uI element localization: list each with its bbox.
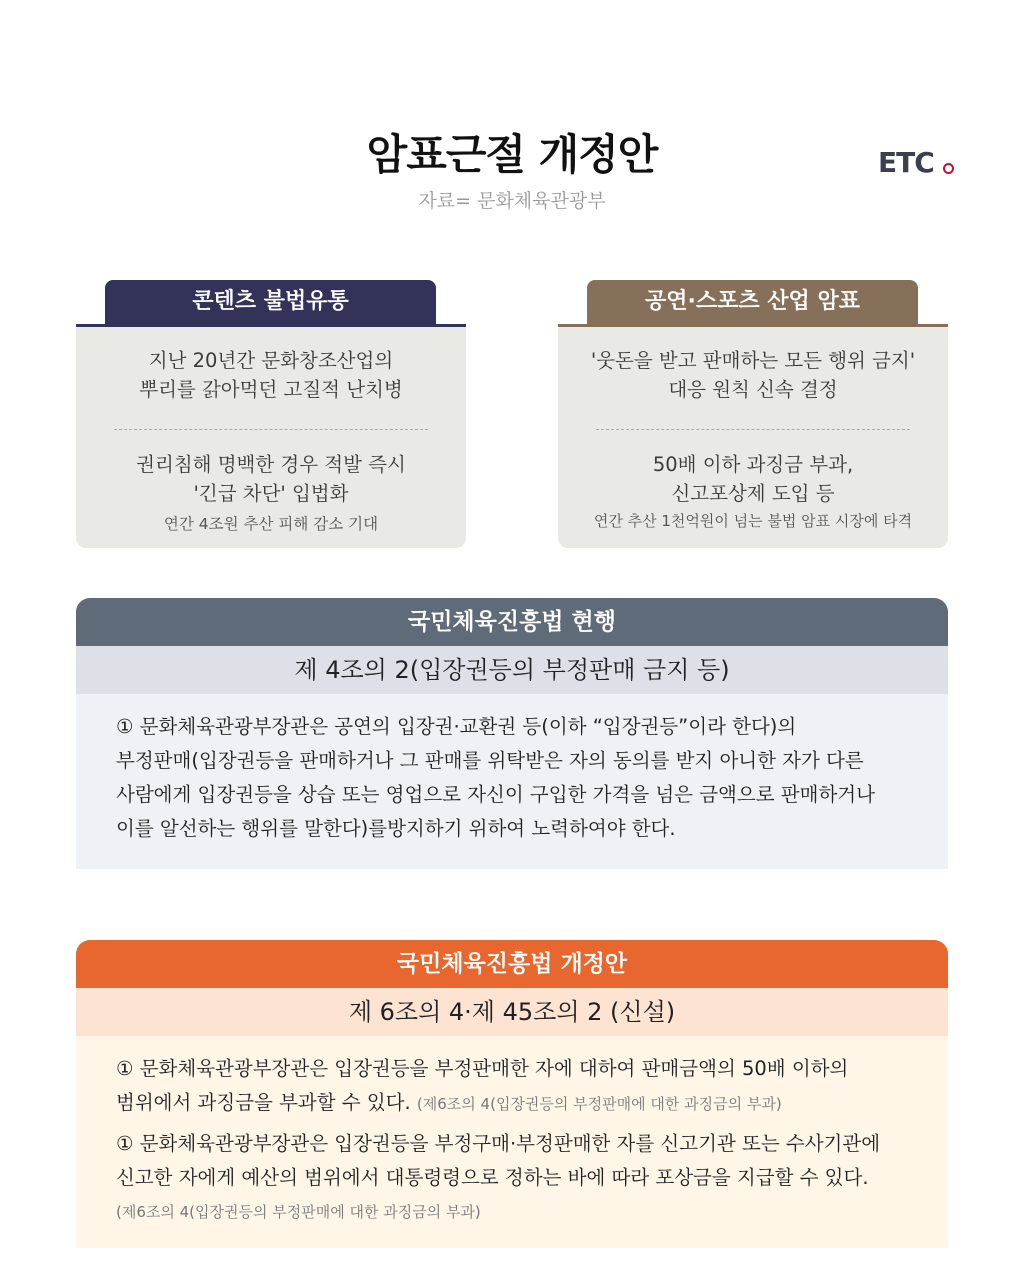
card-body [558,324,948,548]
page-title: 암표근절 개정안 [366,130,658,179]
card-ticket-scalping [558,280,948,548]
clause-1: ① 문화체육관광부장관은 입장권등을 부정판매한 자에 대하여 판매금액의 50배 이하의 [116,1057,849,1080]
card-note: 연간 4조원 추산 피해 감소 기대 [163,515,379,533]
current-law-heading: 국민체육진흥법 현행 [76,598,948,646]
current-law-article: 제 4조의 2(입장권등의 부정판매 금지 등) [76,646,948,694]
brand-dot-icon [943,163,954,174]
clause-1-reference: (제6조의 4(입장권등의 부정판매에 대한 과징금의 부과) [416,1095,782,1113]
card-tab-label: 공연·스포츠 산업 암표 [587,280,918,324]
card-summary: 지난 20년간 문화창조산업의 뿌리를 갉아먹던 고질적 난치병 [139,349,403,401]
amendment-body: ① 문화체육관광부장관은 입장권등을 부정판매한 자에 대하여 판매금액의 50배 이하의 범위에서 과징금을 부과할 수 있다. (제6조의 4(입장권등의 부정판매에 대한 과징금의 부과) ① 문화체육관광부장관은 입장권등을 부정구매·부정판매한 자를 신고기관 또는 수사기관에 신고한 자에게 예산의 범위에서 대통령령으로 정하는 바에 따라 포상금을 지급할 수 있다. (제6조의 4(입장권등의 부정판매에 대한 과징금의 부과) [76,1036,948,1248]
dashed-divider [596,429,910,430]
card-body [76,324,466,548]
clause-2-reference: (제6조의 4(입장권등의 부정판매에 대한 과징금의 부과) [116,1203,481,1221]
card-measure: 50배 이하 과징금 부과, 신고포상제 도입 등 [652,453,854,505]
source-caption: 자료= 문화체육관광부 [418,190,606,212]
brand-logo: ETC [878,146,934,179]
dashed-divider [114,429,428,430]
amendment-article: 제 6조의 4·제 45조의 2 (신설) [76,988,948,1036]
amendment-heading: 국민체육진흥법 개정안 [76,940,948,988]
card-tab-label: 콘텐츠 불법유통 [105,280,436,324]
card-illegal-distribution [76,280,466,548]
card-summary: '웃돈을 받고 판매하는 모든 행위 금지' 대응 원칙 신속 결정 [590,349,916,401]
clause-2: ① 문화체육관광부장관은 입장권등을 부정구매·부정판매한 자를 신고기관 또는 수사기관에 [116,1132,881,1155]
card-measure: 권리침해 명백한 경우 적발 즉시 '긴급 차단' 입법화 [136,453,406,505]
current-law-body: ① 문화체육관광부장관은 공연의 입장권·교환권 등(이하 “입장권등”이라 한다)의 부정판매(입장권등을 판매하거나 그 판매를 위탁받은 자의 동의를 받지 아니한 자가 다른 사람에게 입장권등을 상습 또는 영업으로 자신이 구입한 가격을 넘은 금액으로 판매하거나 이를 알선하는 행위를 말한다)를방지하기 위하여 노력하여야 한다. [76,694,948,869]
card-note: 연간 추산 1천억원이 넘는 불법 암표 시장에 타격 [593,512,913,530]
